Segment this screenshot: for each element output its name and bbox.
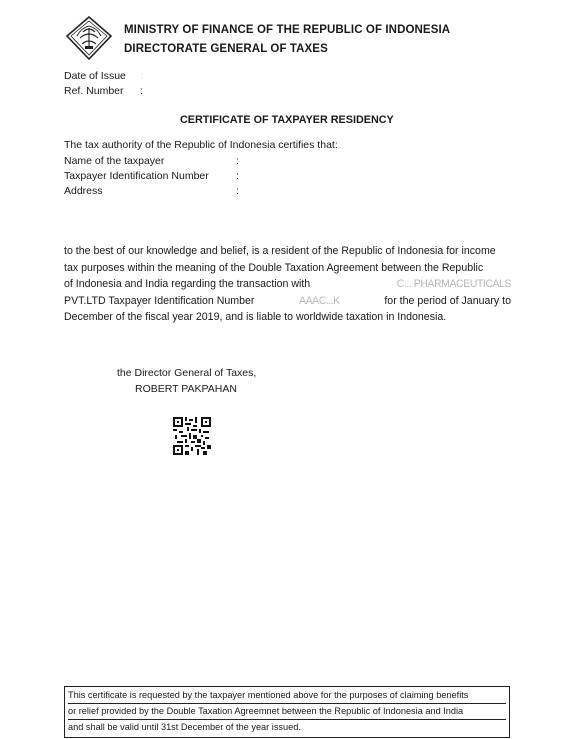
residency-statement bbox=[64, 243, 511, 326]
statement-line-3-text: of Indonesia and India regarding the transaction with bbox=[64, 278, 311, 291]
statement-line-4 bbox=[64, 293, 511, 310]
statement-line-1: to the best of our knowledge and belief, is a resident of the Republic of Indonesia for income bbox=[64, 245, 496, 257]
qr-code-icon bbox=[173, 417, 211, 455]
notice-line-2: or relief provided by the Double Taxation Agreemnet between the Republic of Indonesia and India bbox=[68, 704, 506, 720]
date-of-issue-separator: : bbox=[140, 70, 143, 82]
signatory-name: ROBERT PAKPAHAN bbox=[135, 383, 237, 395]
validity-notice bbox=[64, 686, 510, 738]
ministry-emblem-icon bbox=[65, 16, 113, 60]
field-address-label: Address bbox=[64, 185, 103, 197]
date-of-issue-label: Date of Issue bbox=[64, 70, 126, 82]
ministry-heading: MINISTRY OF FINANCE OF THE REPUBLIC OF INDONESIA bbox=[124, 24, 451, 36]
intro-text: The tax authority of the Republic of Indonesia certifies that: bbox=[64, 139, 338, 151]
field-name-label: Name of the taxpayer bbox=[64, 155, 165, 167]
notice-line-3: and shall be valid until 31st December of the year issued. bbox=[68, 722, 301, 732]
signatory-title: the Director General of Taxes, bbox=[117, 367, 257, 379]
field-address-separator: : bbox=[236, 185, 239, 197]
redacted-company-name: C... PHARMACEUTICALS bbox=[396, 278, 511, 291]
field-tin-separator: : bbox=[236, 170, 239, 182]
statement-line-4-end: for the period of January to bbox=[384, 294, 511, 307]
ref-number-separator: : bbox=[140, 85, 143, 97]
statement-line-2: tax purposes within the meaning of the Double Taxation Agreement between the Republic bbox=[64, 261, 484, 274]
statement-line-3 bbox=[64, 276, 511, 293]
field-tin-label: Taxpayer Identification Number bbox=[64, 170, 209, 182]
field-name-separator: : bbox=[236, 155, 239, 167]
notice-line-1: This certificate is requested by the taxpayer mentioned above for the purposes of claiming benefits bbox=[68, 688, 506, 704]
redacted-tin: AAAC...K bbox=[299, 294, 340, 307]
statement-line-4-text: PVT.LTD Taxpayer Identification Number bbox=[64, 294, 255, 307]
certificate-title: CERTIFICATE OF TAXPAYER RESIDENCY bbox=[180, 114, 394, 126]
ref-number-label: Ref. Number bbox=[64, 85, 124, 97]
directorate-heading: DIRECTORATE GENERAL OF TAXES bbox=[124, 43, 328, 55]
statement-line-5: December of the fiscal year 2019, and is liable to worldwide taxation in Indonesia. bbox=[64, 311, 447, 324]
